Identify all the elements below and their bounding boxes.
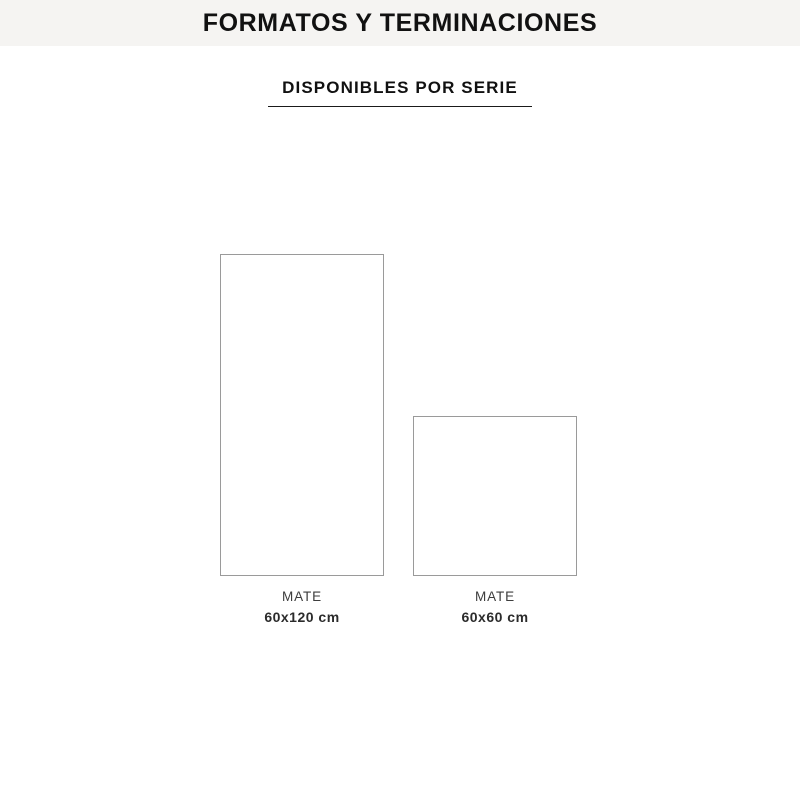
format-item [220,254,384,625]
subtitle-underline [268,78,532,107]
tile-shape-60x120 [220,254,384,576]
tile-finish-label: MATE [281,589,323,604]
tile-shape-60x60 [413,416,577,576]
page-subtitle: DISPONIBLES POR SERIE [282,78,518,97]
tile-size-label: 60x120 cm [264,609,340,625]
format-item [413,416,577,625]
tile-size-label: 60x60 cm [461,609,529,625]
header-band [0,0,800,46]
subtitle-container [0,78,800,107]
formats-diagram [0,250,800,650]
tile-finish-label: MATE [474,589,516,604]
page-title: FORMATOS Y TERMINACIONES [202,8,598,37]
